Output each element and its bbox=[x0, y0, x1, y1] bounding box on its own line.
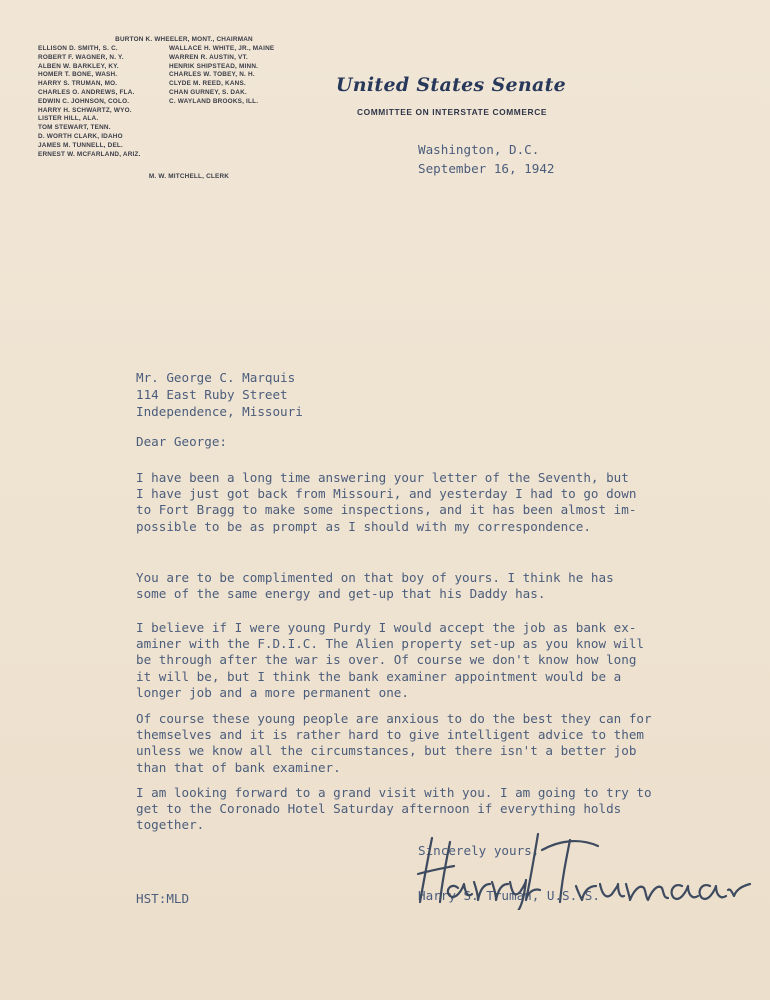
member-name: WARREN R. AUSTIN, VT. bbox=[169, 53, 248, 61]
member-name: ROBERT F. WAGNER, N. Y. bbox=[38, 53, 124, 61]
member-name: HARRY H. SCHWARTZ, WYO. bbox=[38, 106, 132, 114]
member-name: TOM STEWART, TENN. bbox=[38, 124, 111, 132]
closing: Sincerely yours, bbox=[418, 843, 540, 858]
letter-place: Washington, D.C. bbox=[418, 142, 540, 157]
member-name: HENRIK SHIPSTEAD, MINN. bbox=[169, 62, 259, 70]
address-line: Mr. George C. Marquis bbox=[136, 370, 296, 385]
member-name: ELLISON D. SMITH, S. C. bbox=[38, 45, 118, 52]
body-paragraph: I have been a long time answering your letter of the Seventh, but I have just got back from Missouri, and yesterday I had to go down to Fort Bragg to make some inspections, and it has been almost im- possible to be as prompt as I should with my correspondence. bbox=[136, 470, 637, 534]
address-line: 114 East Ruby Street bbox=[136, 387, 288, 402]
member-name: HOMER T. BONE, WASH. bbox=[38, 71, 118, 79]
committee-chairman: BURTON K. WHEELER, MONT., CHAIRMAN bbox=[115, 36, 253, 43]
senate-title: United States Senate bbox=[335, 74, 567, 96]
member-name: CLYDE M. REED, KANS. bbox=[169, 80, 246, 88]
member-name: HARRY S. TRUMAN, MO. bbox=[38, 80, 118, 88]
body-paragraph: I am looking forward to a grand visit with you. I am going to try to get to the Coronado Hotel Saturday afternoon if everything holds together. bbox=[136, 785, 652, 833]
member-name: D. WORTH CLARK, IDAHO bbox=[38, 132, 123, 140]
member-name: WALLACE H. WHITE, JR., MAINE bbox=[169, 45, 275, 52]
member-name: C. WAYLAND BROOKS, ILL. bbox=[169, 97, 259, 105]
recipient-address bbox=[136, 369, 303, 420]
committee-name: COMMITTEE ON INTERSTATE COMMERCE bbox=[356, 107, 548, 117]
member-name: EDWIN C. JOHNSON, COLO. bbox=[38, 97, 130, 105]
body-paragraph: You are to be complimented on that boy of yours. I think he has some of the same energy and get-up that his Daddy has. bbox=[136, 570, 614, 602]
signer-name: Harry S. Truman, U.S. S. bbox=[418, 888, 600, 903]
body-paragraph: Of course these young people are anxious to do the best they can for themselves and it is rather hard to give intelligent advice to them unless we know all the circumstances, but there isn't a better job than that of bank examiner. bbox=[136, 711, 652, 775]
members-right-column bbox=[169, 45, 300, 159]
salutation: Dear George: bbox=[136, 434, 227, 449]
committee-clerk: M. W. MITCHELL, CLERK bbox=[148, 173, 230, 181]
committee-roster bbox=[38, 36, 300, 180]
reference-initials: HST:MLD bbox=[136, 891, 190, 906]
handwritten-signature bbox=[410, 830, 760, 910]
member-name: CHARLES O. ANDREWS, FLA. bbox=[38, 88, 135, 96]
member-name: CHAN GURNEY, S. DAK. bbox=[169, 88, 247, 96]
letter-date: September 16, 1942 bbox=[418, 161, 555, 176]
member-name: ALBEN W. BARKLEY, KY. bbox=[38, 62, 119, 70]
address-line: Independence, Missouri bbox=[136, 404, 303, 419]
members-left-column bbox=[38, 45, 169, 159]
member-name: ERNEST W. MCFARLAND, ARIZ. bbox=[38, 150, 141, 158]
dateline bbox=[418, 140, 554, 178]
member-name: LISTER HILL, ALA. bbox=[38, 115, 99, 123]
member-name: CHARLES W. TOBEY, N. H. bbox=[169, 71, 255, 79]
member-name: JAMES M. TUNNELL, DEL. bbox=[38, 141, 123, 149]
body-paragraph: I believe if I were young Purdy I would accept the job as bank ex- aminer with the F.D.I.C. The Alien property set-up as you know will be through after the war is over. Of course we don't know how long it will be, but I think the bank examiner appointment would be a longer job and a more permanent one. bbox=[136, 620, 644, 700]
